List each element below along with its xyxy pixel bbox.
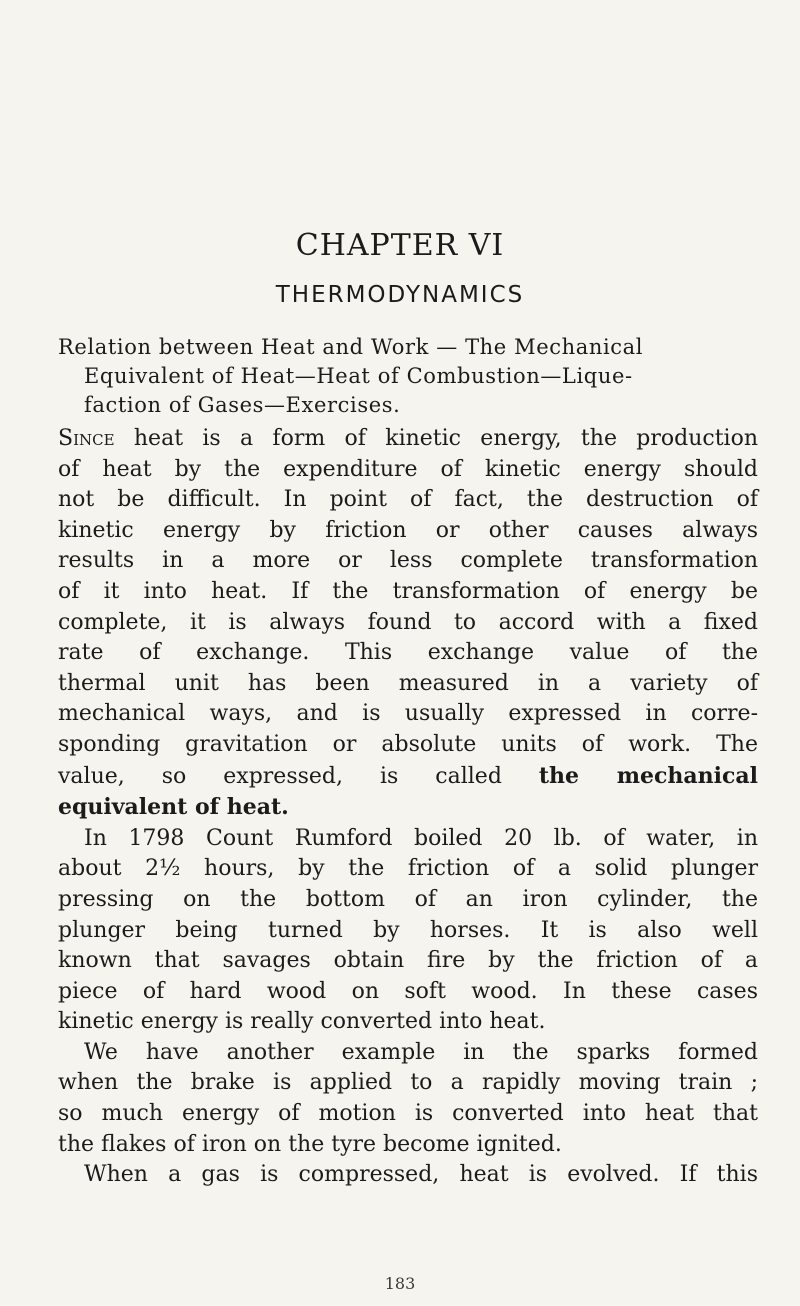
text-line: In 1798 Count Rumford boiled 20 lb. of water, in — [84, 825, 758, 851]
drop-word: Since — [58, 426, 115, 451]
text-line — [58, 792, 758, 824]
chapter-heading: CHAPTER VI — [295, 228, 505, 263]
text-line: kinetic energy is really converted into heat. — [58, 1009, 546, 1035]
text-span: heat is a form of kinetic energy, the production — [114, 426, 758, 451]
text-line: the flakes of iron on the tyre become ignited. — [58, 1131, 562, 1157]
text-line: mechanical ways, and is usually expressed in corre- — [58, 701, 758, 727]
body-text — [58, 424, 758, 1191]
text-line: of it into heat. If the transformation of energy be — [58, 578, 758, 604]
text-line — [58, 761, 758, 793]
text-line: of heat by the expenditure of kinetic energy should — [58, 456, 758, 482]
synopsis-line: faction of Gases—Exercises. — [84, 393, 401, 417]
text-line: about 2½ hours, by the friction of a solid plunger — [58, 856, 758, 882]
text-line: rate of exchange. This exchange value of the — [58, 640, 758, 666]
text-line: results in a more or less complete transformation — [58, 548, 758, 574]
text-line: plunger being turned by horses. It is also well — [58, 917, 758, 943]
synopsis-line: Equivalent of Heat—Heat of Combustion—Lique- — [84, 364, 633, 388]
text-line: complete, it is always found to accord with a fixed — [58, 609, 758, 635]
text-line: known that savages obtain fire by the friction of a — [58, 948, 758, 974]
text-line: pressing on the bottom of an iron cylinder, the — [58, 886, 758, 912]
chapter-synopsis — [58, 333, 758, 420]
text-line: when the brake is applied to a rapidly moving train ; — [58, 1070, 758, 1096]
text-line: kinetic energy by friction or other causes always — [58, 517, 758, 543]
page-number: 183 — [384, 1274, 416, 1293]
text-line: not be difficult. In point of fact, the destruction of — [58, 487, 758, 513]
text-line: thermal unit has been measured in a variety of — [58, 670, 758, 696]
key-term: the mechanical — [538, 762, 758, 789]
text-line: so much energy of motion is converted into heat that — [58, 1101, 758, 1127]
text-line: We have another example in the sparks formed — [84, 1039, 758, 1065]
text-line — [58, 424, 758, 455]
chapter-title: THERMODYNAMICS — [275, 282, 525, 308]
text-line: When a gas is compressed, heat is evolved. If this — [84, 1162, 758, 1188]
text-line: piece of hard wood on soft wood. In these cases — [58, 978, 758, 1004]
text-span: value, so expressed, is called — [58, 763, 539, 789]
synopsis-line: Relation between Heat and Work — The Mechanical — [58, 335, 644, 359]
key-term: equivalent of heat. — [58, 794, 289, 821]
text-line: sponding gravitation or absolute units of work. The — [58, 731, 758, 757]
